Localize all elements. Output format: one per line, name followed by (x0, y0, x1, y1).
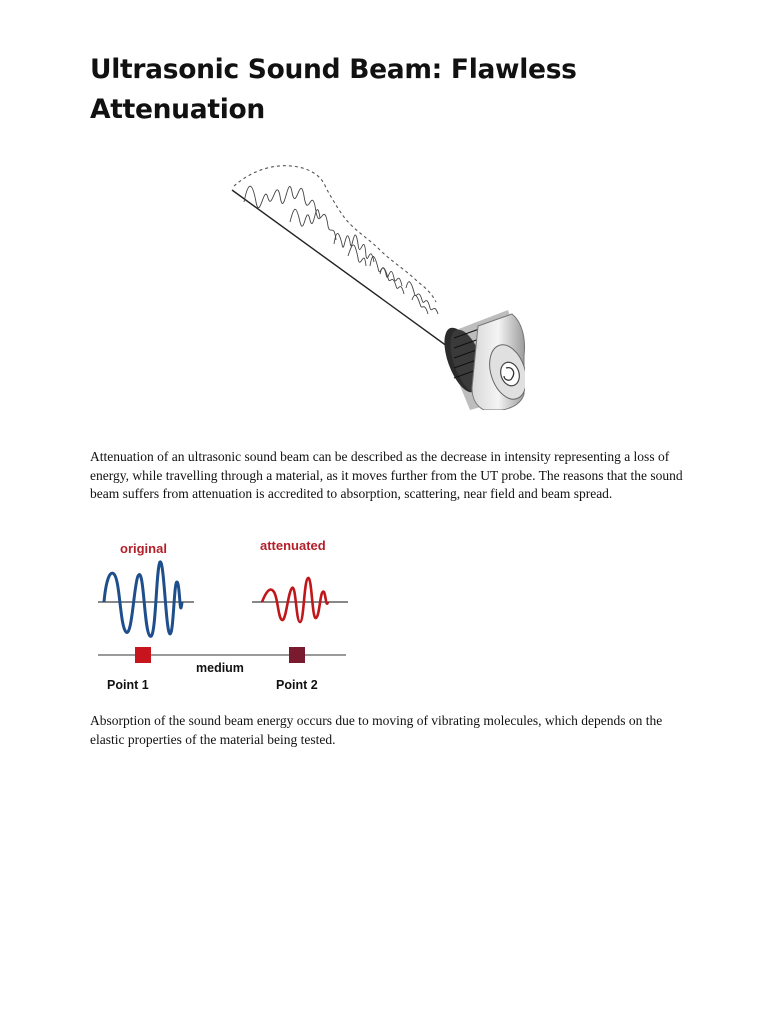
ultrasonic-probe-beam-illustration (230, 162, 525, 410)
attenuation-comparison-diagram (90, 530, 360, 700)
attenuation-description-paragraph: Attenuation of an ultrasonic sound beam can be described as the decrease in intensity representing a loss of energy, while travelling through a material, as it moves further from the UT probe. The reasons that the sound beam suffers from attenuation is accredited to absorption, scattering, near field and beam spread. (90, 449, 683, 501)
label-point2: Point 2 (276, 678, 318, 692)
label-attenuated: attenuated (260, 538, 326, 553)
point1-marker (135, 647, 151, 663)
attenuated-wave (262, 578, 328, 622)
original-wave (104, 562, 182, 636)
label-point1: Point 1 (107, 678, 149, 692)
page-title: Ultrasonic Sound Beam: Flawless Attenuation (90, 54, 577, 125)
point2-marker (289, 647, 305, 663)
label-medium: medium (196, 661, 244, 675)
label-original: original (120, 541, 167, 556)
absorption-description-paragraph: Absorption of the sound beam energy occurs due to moving of vibrating molecules, which depends on the elastic properties of the material being tested. (90, 713, 663, 747)
